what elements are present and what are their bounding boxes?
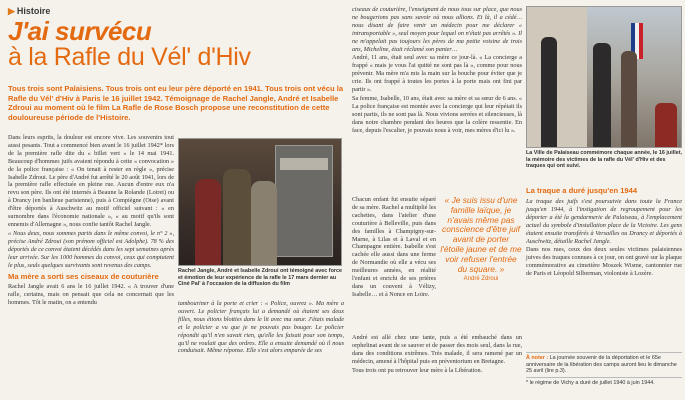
note-box: [526, 350, 682, 386]
col3-paragraph-2: André, 11 ans, était seul avec sa mère ce jour-là. « La concierge a frappé « mais je vous l'ai quitté ne sont pas là », comme pour nous prévenir. Ma mère m'a mis la main sur la bouche pour éviter que je crie. Ils ont frappé à toutes les portes à la porte mais ont fini par partir ».: [352, 54, 522, 94]
photo-caption-1: Rachel Jangle, André et Isabelle Zdroui ont témoigné avec force et émotion de leur expérience de la rafle le 17 mars dernier au Ciné Pal' à l'occasion de la diffusion du film: [178, 268, 342, 288]
col1-paragraph-2: « Nous deux, nous sommes partis dans le même convoi, le n° 2 », précise André Zdroui (son prénom officiel est Adolphe). 78 % des déportés de ce convoi étaient décédés dans les sept semaines après leur arrivée. Sur les 1000 hommes du convoi, ceux qui comptaient le plus, seuls quelques survivants sont revenus des camps.: [8, 229, 174, 269]
col3-paragraph-4: Chacun enfant fut ensuite séparé de sa mère. Rachel a multiplié les cachettes, dans l'atelier d'une couturière à Belleville, puis dans des familles à Champigny-sur-Marne, à Lilas et à Laval et en Champagne entière. Isabelle s'est cachée elle aussi dans une ferme de Normandie où elle a vécu ses meilleures années, en réalité l'enfant et enrichi de ses prières dans un couvent à Vélizy, Isabelle… et à Nonce en Loire.: [352, 196, 436, 298]
col3-paragraph-5: André est allé chez une tante, puis a été embauché dans un orphelinat avant de se sauver et de passer des mois seul, dans la rue, dans des conditions extrêmes. Très malade, il sera ramené par un médecin, amené à l'hôpital puis en préventorium en Bretagne.: [352, 334, 522, 365]
photo-caption-2: La Ville de Palaiseau commémore chaque année, le 16 juillet, la mémoire des victimes de la rafle du Vél' d'Hiv et des traques qui ont suivi.: [526, 150, 682, 170]
note-text: La journée souvenir de la déportation et le 65e anniversaire de la libération des camps auront lieu le dimanche 25 avril (lire p.3).: [526, 355, 677, 375]
wreath: [655, 103, 677, 147]
person-andre: [223, 169, 251, 265]
building: [527, 7, 587, 148]
column-3-bottom: [352, 334, 522, 376]
column-4: [526, 198, 682, 279]
col4-paragraph-2: Dans nos rues, ceux des deux seules victimes palaisiennes juives des traques connues à ce jour, on ont gravé sur la plaque commémorative au cimetière Moszek Wisme, cantonnier rue de Paris et Léopold Silberman, violoniste à Lozère.: [526, 246, 682, 278]
headline-line2: à la Rafle du Vél' d'Hiv: [8, 43, 251, 71]
subheading-ciseaux: Ma mère a sorti ses ciseaux de couturière: [8, 272, 159, 282]
footnote: * le régime de Vichy a duré de juillet 1940 à juin 1944.: [526, 379, 655, 386]
column-2-lower: tambouriner à la porte et crier : « Police, ouvrez ». Ma mère a ouvert. Le policier français lui a demandé où étaient ses deux filles, nous étions blotties dans le lit avec ma sœur. J'étais malade et le policier a vu que je ne pouvais pas bouger. Le policier répondit qu'il n'en savait rien, qu'elle les faisait pour son temps, qu'il ne voulait que des ordres. Elle a ensuite demandé où il nous conduisait. Même réponse. Elle s'est alors emparée de ses: [178, 300, 344, 355]
column-3: [352, 6, 522, 136]
col3-paragraph-3: Sa femme, Isabelle, 10 ans, était avec sa mère et sa sœur de 6 ans. « La police française est montée avec la concierge qui leur répétait ils sont partis, ils ne sont pas là. Nous vivions serrées et silencieuses, là dans notre chambre pendant des heures que la colère ressentie. En face, depuis l'escalier, je pouvais nous à voir, mes mères d'ici lu ».: [352, 94, 522, 134]
col4-paragraph-1: La traque des juifs s'est poursuivie dans toute la France jusqu'en 1944, à l'instigation de regroupement pour les déporter a été la gendarmerie de Palaiseau, à l'emplacement actuel du symbole d'installation place de la Victoire. Les gens étaient ensuite transférés à Versailles ou Drancy et déportés à Auschwitz, détaille Rachel Jangle.: [526, 198, 682, 245]
person: [593, 43, 611, 147]
col3-paragraph-6: Tous trois ont pu retrouver leur mère à la Libération.: [352, 366, 483, 374]
pull-quote-author: André Zdroui: [463, 276, 499, 283]
headline: [8, 18, 348, 71]
col3-paragraph-1: ciseaux de couturière, l'enseignant de nous tous sur place, que nous ne bougerions pas sans savoir où nous allions. Et là, il a cédé… nous disant de faire venir un médecin pour me déclarer « intransportable », seul moyen pour lequel on n'était pas arrêtés ». Il ne m'appelait pas toujours les pères de ma petite voisine de trois ans, Micheline, était réclamé son panier…: [352, 6, 522, 53]
photo-witnesses: [178, 138, 342, 266]
section-kicker: ▶ Histoire: [8, 6, 51, 16]
person-rachel: [195, 179, 221, 265]
person: [541, 37, 557, 147]
subheading-traque: La traque a duré jusqu'en 1944: [526, 186, 638, 195]
lead-paragraph: Tous trois sont Palaisiens. Tous trois ont eu leur père déporté en 1941. Tous trois ont vécu la Rafle du Vél' d'Hiv à Paris le 16 juillet 1942. Témoignage de Rachel Jangle, André et Isabelle Zdroui au moment où le film La Rafle de Rose Bosch propose une reconstitution de cette douloureuse période de l'Histoire.: [8, 84, 344, 122]
film-poster: [275, 145, 333, 257]
photo-commemoration: [526, 6, 682, 148]
column-3-narrow: [352, 196, 436, 300]
column-1: [8, 134, 174, 308]
pull-quote: [440, 196, 522, 282]
person: [621, 51, 637, 147]
person-isabelle: [251, 181, 277, 265]
headline-line1: J'ai survécu: [8, 16, 152, 46]
pull-quote-text: « Je suis issu d'une famille laïque, je n'avais même pas conscience d'être juif avant de porter l'étoile jaune et de me voir refuser l'entrée du square. »: [440, 195, 522, 274]
triangle-icon: ▶: [8, 6, 15, 16]
col1-paragraph-3: Rachel Jangle avait 6 ans le 16 juillet 1942. « A trouver d'une rafle, certains, mais on pensait que cela ne concernait que les hommes. Tôt le matin, on a entendu: [8, 283, 174, 307]
note-lead: À noter :: [526, 355, 549, 361]
col1-paragraph-1: Dans leurs esprits, la douleur est encore vive. Les souvenirs tout aussi pesants. Tout a commencé bien avant le 16 juillet 1942* lors de la première rafle dite du « billet vert » le 14 mai 1941. Beaucoup d'hommes juifs avaient répondu à cette « convocation » de la police française : « On tenait à rester en règle », précise Isabelle Zdroui. Le père d'André fut arrêté le 20 août 1941, lors de la première rafle effectuée en pleine rue. Aucun d'entre eux n'a revu son père. Ils ont été internés à Beaune la Rolande (Loiret) ou à Drancy (en banlieue parisienne), puis à Compiègne (Oise) avant d'être déportés à Auschwitz au motif officiel suivant : « en surnombre dans l'économie nationale », « au motif qu'ils sont ennemis d'Allemagne », nous confie tantôt Rachel Jangle.: [8, 134, 174, 228]
